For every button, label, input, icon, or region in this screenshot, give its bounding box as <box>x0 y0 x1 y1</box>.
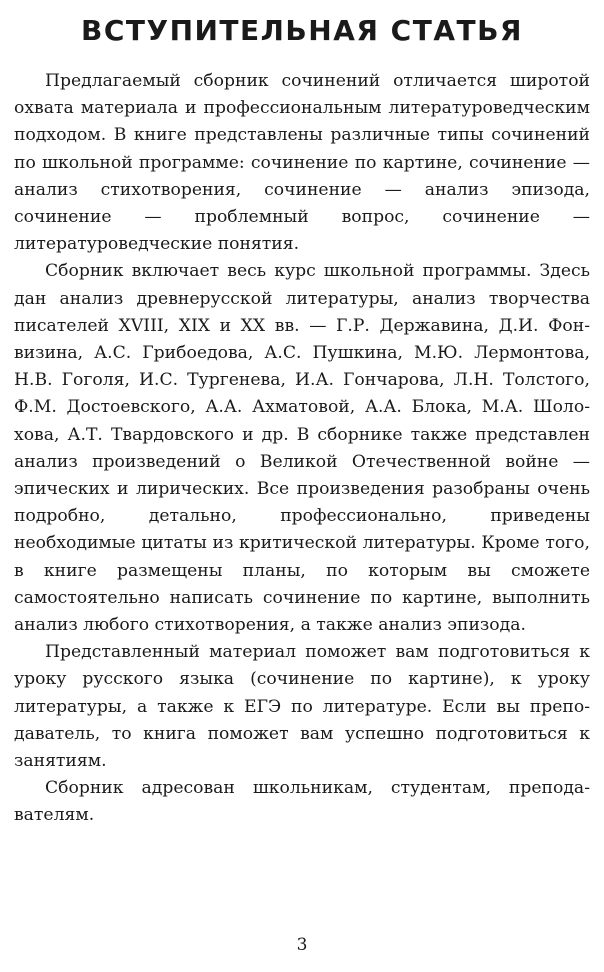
paragraph-audience: Сборник адресован школьникам, студентам, преподавателям. <box>14 778 590 826</box>
article-body <box>14 68 590 830</box>
paragraph-intro: Предлагаемый сборник сочинений отличается широтой охвата материала и профессиональным литературоведческим подходом. В книге представлены различные типы сочинений по школьной программе: сочинение по картине, сочинение — анализ стихотворения, сочинение — анализ эпизода, сочинение — проблемный вопрос, сочинение — литературоведческие понятия. <box>14 71 590 255</box>
page-number: 3 <box>296 935 308 955</box>
page-title: ВСТУПИТЕЛЬНАЯ СТАТЬЯ <box>80 14 523 47</box>
paragraph-contents: Сборник включает весь курс школьной программы. Здесь дан анализ древнерусской литературы, анализ творчества писателей XVIII, XIX и XX вв. — Г.Р. Державина, Д.И. Фонвизина, А.С. Грибоедова, А.С. Пушкина, М.Ю. Лермонтова, Н.В. Гоголя, И.С. Тургенева, И.А. Гончарова, Л.Н. Толстого, Ф.М. Достоевского, А.А. Ахматовой, А.А. Блока, М.А. Шолохова, А.Т. Твардовского и др. В сборнике также представлен анализ произведений о Великой Отечественной войне — эпических и лирических. Все произведения разобраны очень подробно, детально, профессионально, приведены необходимые цитаты из критической литературы. Кроме того, в книге размещены планы, по которым вы сможете самостоятельно написать сочинение по картине, выполнить анализ любого стихотворения, а также анализ эпизода. <box>14 261 590 636</box>
paragraph-purpose: Представленный материал поможет вам подготовиться к уроку русского языка (сочинение по картине), к уроку литературы, а также к ЕГЭ по литературе. Если вы преподаватель, то книга поможет вам успешно подготовиться к занятиям. <box>14 642 590 772</box>
